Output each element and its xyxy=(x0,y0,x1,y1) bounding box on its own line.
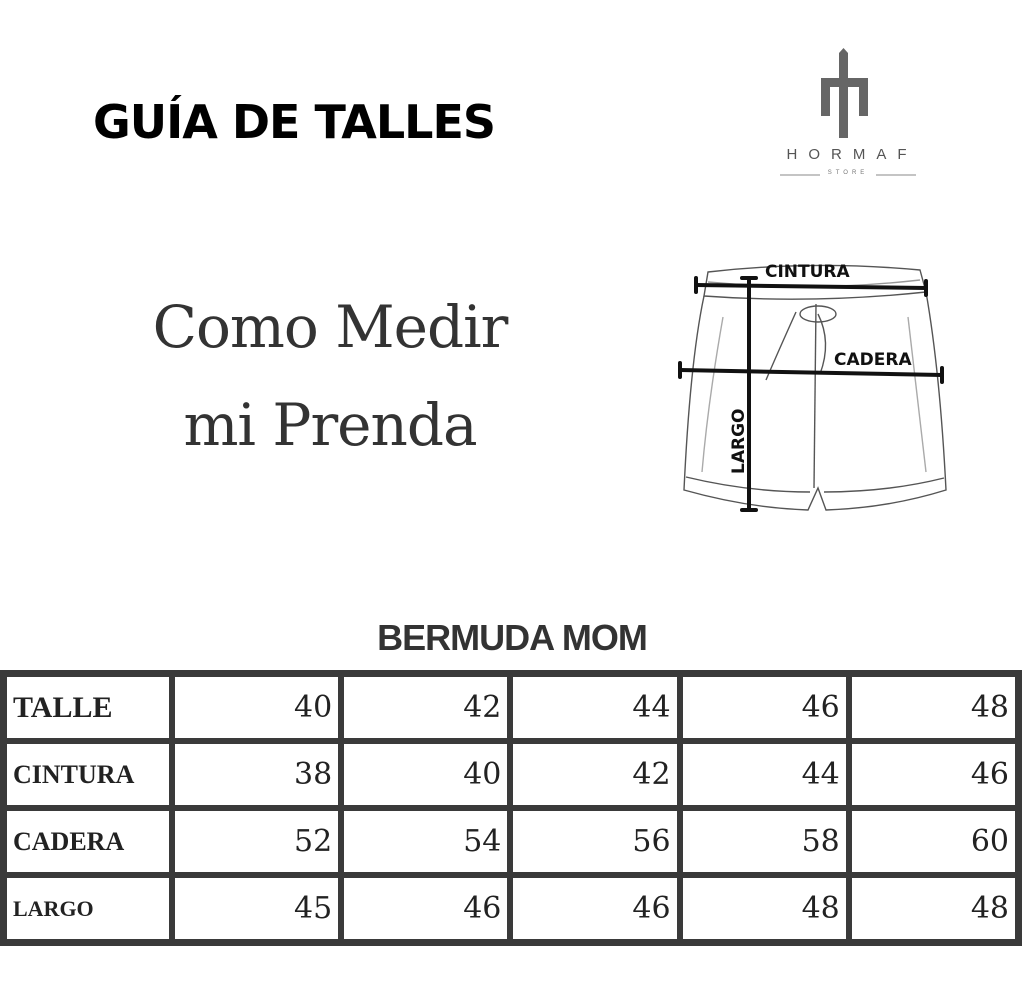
size-table xyxy=(0,670,1022,946)
cintura-label: CINTURA xyxy=(765,262,850,282)
table-cell: 48 xyxy=(849,674,1018,741)
table-row xyxy=(4,674,1018,741)
row-label-cintura: CINTURA xyxy=(4,741,172,808)
table-cell: 44 xyxy=(680,741,849,808)
brand-subtitle: STORE xyxy=(827,170,869,176)
page-title: GUÍA DE TALLES xyxy=(93,95,496,149)
table-cell: 48 xyxy=(849,875,1018,942)
row-label-talle: TALLE xyxy=(4,674,172,741)
table-title: BERMUDA MOM xyxy=(377,617,647,658)
how-to-line-1: Como Medir xyxy=(152,293,508,361)
table-cell: 54 xyxy=(341,808,510,875)
brand-name: HORMAF xyxy=(786,146,918,163)
table-cell: 46 xyxy=(510,875,679,942)
table-cell: 42 xyxy=(341,674,510,741)
table-cell: 46 xyxy=(341,875,510,942)
hormaf-logo-mark xyxy=(758,48,938,143)
how-to-measure-heading xyxy=(150,278,510,474)
table-cell: 52 xyxy=(172,808,341,875)
table-cell: 48 xyxy=(680,875,849,942)
table-row xyxy=(4,808,1018,875)
table-cell: 42 xyxy=(510,741,679,808)
table-cell: 60 xyxy=(849,808,1018,875)
table-row xyxy=(4,875,1018,942)
table-row xyxy=(4,741,1018,808)
row-label-cadera: CADERA xyxy=(4,808,172,875)
table-cell: 46 xyxy=(849,741,1018,808)
how-to-line-2: mi Prenda xyxy=(183,391,477,459)
table-cell: 46 xyxy=(680,674,849,741)
largo-label: LARGO xyxy=(729,408,749,474)
cadera-label: CADERA xyxy=(834,350,912,370)
table-cell: 44 xyxy=(510,674,679,741)
table-cell: 58 xyxy=(680,808,849,875)
table-cell: 40 xyxy=(172,674,341,741)
shorts-diagram xyxy=(668,252,958,530)
hormaf-logo xyxy=(758,48,938,183)
row-label-largo: LARGO xyxy=(4,875,172,942)
table-cell: 40 xyxy=(341,741,510,808)
table-cell: 45 xyxy=(172,875,341,942)
table-cell: 56 xyxy=(510,808,679,875)
shorts-illustration xyxy=(668,252,958,530)
table-cell: 38 xyxy=(172,741,341,808)
